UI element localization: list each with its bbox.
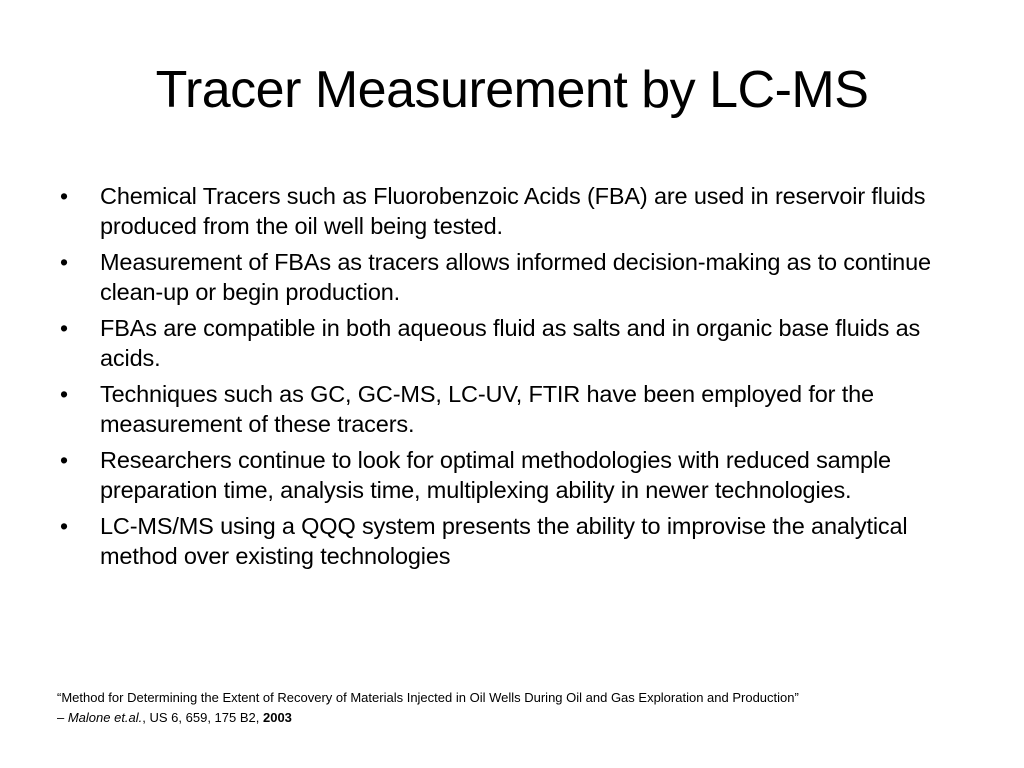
bullet-icon: • xyxy=(60,381,68,407)
citation xyxy=(57,688,987,728)
bullet-icon: • xyxy=(60,249,68,275)
bullet-item xyxy=(57,247,972,307)
bullet-text: Techniques such as GC, GC-MS, LC-UV, FTIR have been employed for the measurement of these tracers. xyxy=(100,381,874,437)
bullet-text: Researchers continue to look for optimal methodologies with reduced sample preparation time, analysis time, multiplexing ability in newer technologies. xyxy=(100,447,891,503)
citation-title: “Method for Determining the Extent of Recovery of Materials Injected in Oil Wells During Oil and Gas Exploration and Production” xyxy=(57,690,799,705)
bullet-icon: • xyxy=(60,513,68,539)
bullet-list xyxy=(57,181,972,577)
bullet-icon: • xyxy=(60,183,68,209)
bullet-item xyxy=(57,379,972,439)
bullet-text: LC-MS/MS using a QQQ system presents the ability to improvise the analytical method over existing technologies xyxy=(100,513,908,569)
bullet-icon: • xyxy=(60,447,68,473)
citation-patent: , US 6, 659, 175 B2, xyxy=(142,710,263,725)
bullet-text: FBAs are compatible in both aqueous fluid as salts and in organic base fluids as acids. xyxy=(100,315,921,371)
citation-source xyxy=(57,708,987,728)
citation-dash: – xyxy=(57,710,68,725)
citation-author: Malone et.al. xyxy=(67,710,143,725)
slide-title: Tracer Measurement by LC-MS xyxy=(155,61,869,119)
bullet-item xyxy=(57,445,972,505)
bullet-icon: • xyxy=(60,315,68,341)
citation-year: 2003 xyxy=(262,710,292,725)
bullet-item xyxy=(57,511,972,571)
bullet-text: Chemical Tracers such as Fluorobenzoic Acids (FBA) are used in reservoir fluids produced from the oil well being tested. xyxy=(100,183,926,239)
bullet-text: Measurement of FBAs as tracers allows informed decision-making as to continue clean-up or begin production. xyxy=(100,249,931,305)
bullet-item xyxy=(57,181,972,241)
bullet-item xyxy=(57,313,972,373)
